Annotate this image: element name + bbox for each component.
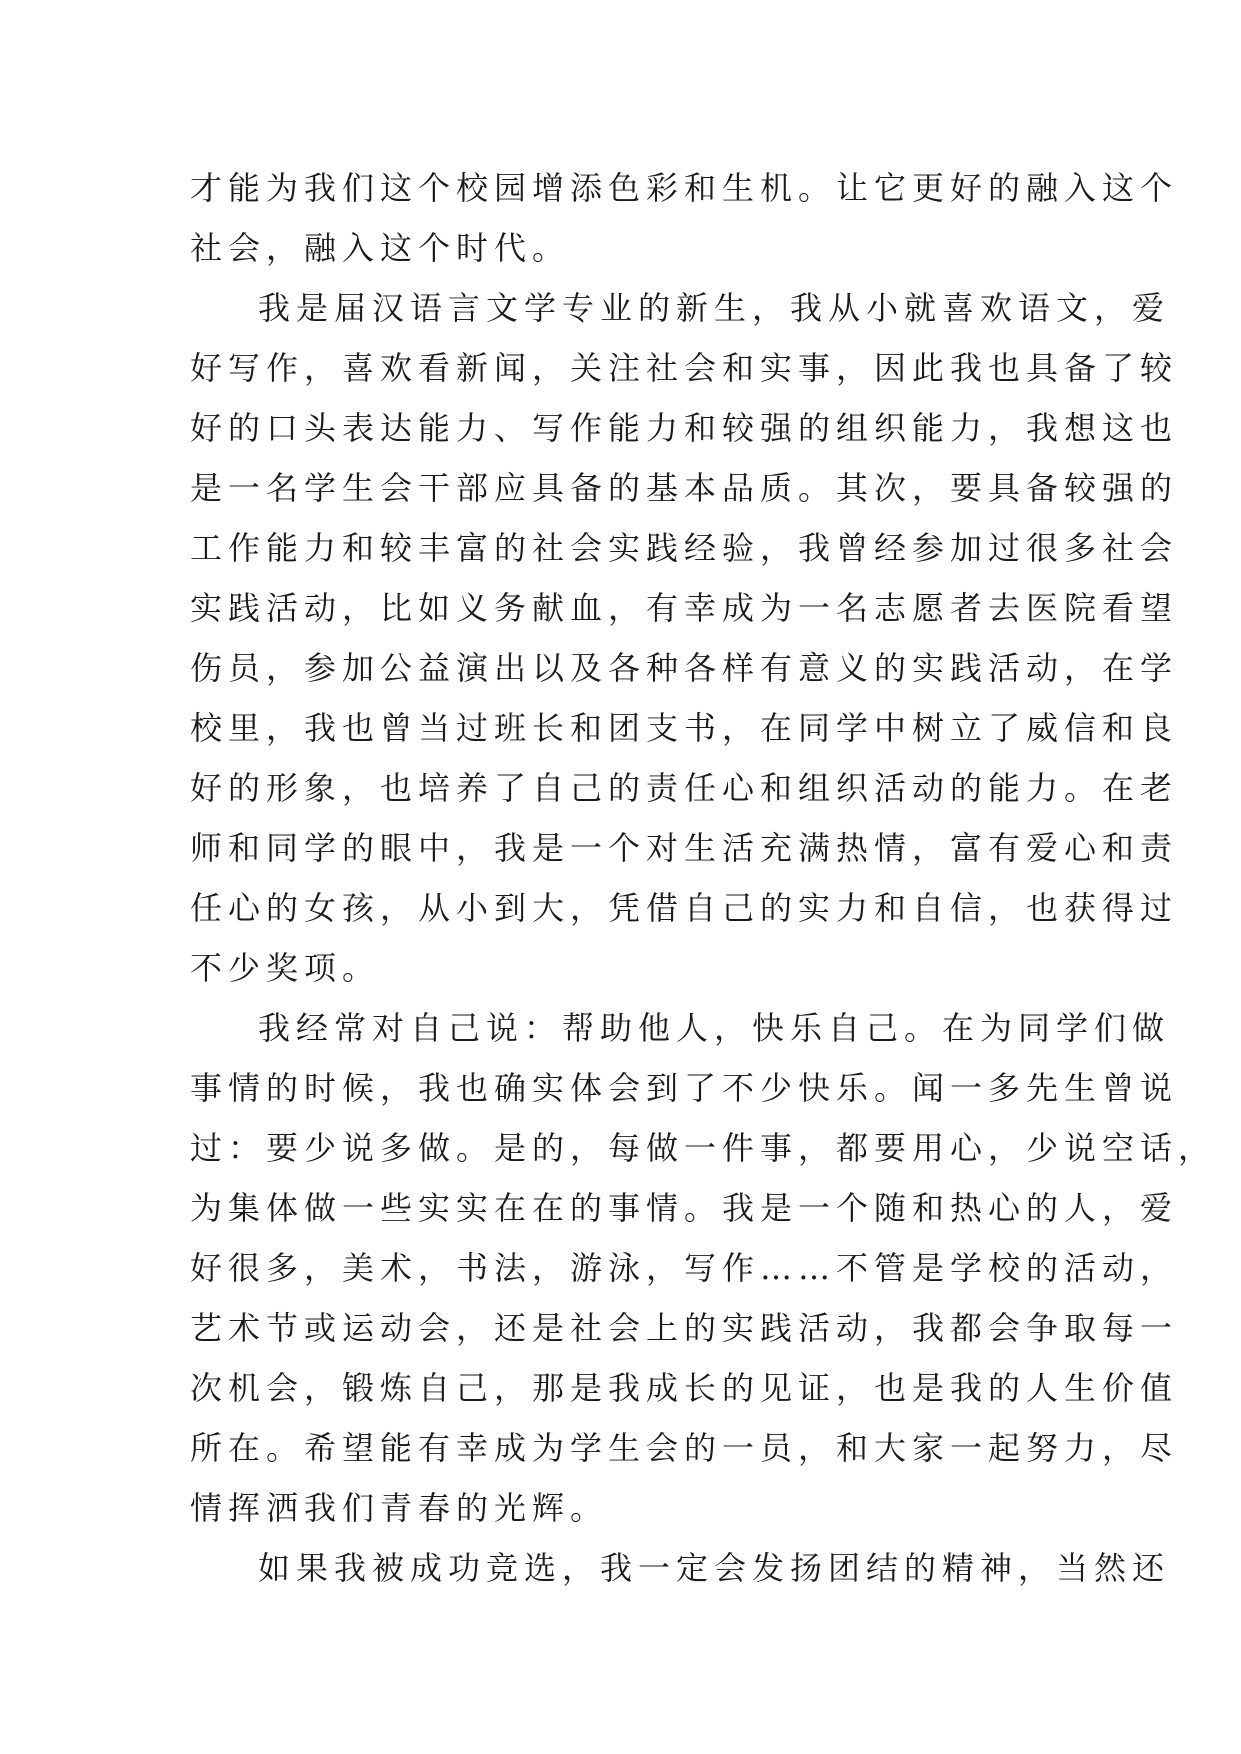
paragraph-first-line: 我经常对自己说：帮助他人，快乐自己。在为同学们做 — [258, 1009, 1171, 1047]
paragraph-first-line: 如果我被成功竞选，我一定会发扬团结的精神，当然还 — [258, 1549, 1171, 1587]
text-line: 好的形象，也培养了自己的责任心和组织活动的能力。在老 — [190, 769, 1179, 807]
text-line: 任心的女孩，从小到大，凭借自己的实力和自信，也获得过 — [190, 889, 1179, 927]
text-line: 为集体做一些实实在在的事情。我是一个随和热心的人，爱 — [190, 1189, 1179, 1227]
text-line: 校里，我也曾当过班长和团支书，在同学中树立了威信和良 — [190, 709, 1179, 747]
body-text — [190, 158, 1217, 1598]
text-line: 师和同学的眼中，我是一个对生活充满热情，富有爱心和责 — [190, 829, 1179, 867]
paragraph-first-line: 我是届汉语言文学专业的新生，我从小就喜欢语文，爱 — [258, 289, 1171, 327]
text-line: 不少奖项。 — [190, 949, 381, 987]
text-line: 伤员，参加公益演出以及各种各样有意义的实践活动，在学 — [190, 649, 1179, 687]
text-line: 好写作，喜欢看新闻，关注社会和实事，因此我也具备了较 — [190, 349, 1179, 387]
text-line: 过：要少说多做。是的，每做一件事，都要用心，少说空话， — [190, 1129, 1217, 1167]
text-line: 社会，融入这个时代。 — [190, 229, 571, 267]
text-line: 实践活动，比如义务献血，有幸成为一名志愿者去医院看望 — [190, 589, 1179, 627]
text-line: 次机会，锻炼自己，那是我成长的见证，也是我的人生价值 — [190, 1369, 1179, 1407]
text-line: 事情的时候，我也确实体会到了不少快乐。闻一多先生曾说 — [190, 1069, 1179, 1107]
text-line: 好很多，美术，书法，游泳，写作……不管是学校的活动， — [190, 1249, 1179, 1287]
text-line: 是一名学生会干部应具备的基本品质。其次，要具备较强的 — [190, 469, 1179, 507]
text-line: 艺术节或运动会，还是社会上的实践活动，我都会争取每一 — [190, 1309, 1179, 1347]
text-line: 所在。希望能有幸成为学生会的一员，和大家一起努力，尽 — [190, 1429, 1179, 1467]
text-line: 工作能力和较丰富的社会实践经验，我曾经参加过很多社会 — [190, 529, 1179, 567]
text-line: 才能为我们这个校园增添色彩和生机。让它更好的融入这个 — [190, 169, 1179, 207]
text-line: 情挥洒我们青春的光辉。 — [190, 1489, 609, 1527]
text-line: 好的口头表达能力、写作能力和较强的组织能力，我想这也 — [190, 409, 1179, 447]
